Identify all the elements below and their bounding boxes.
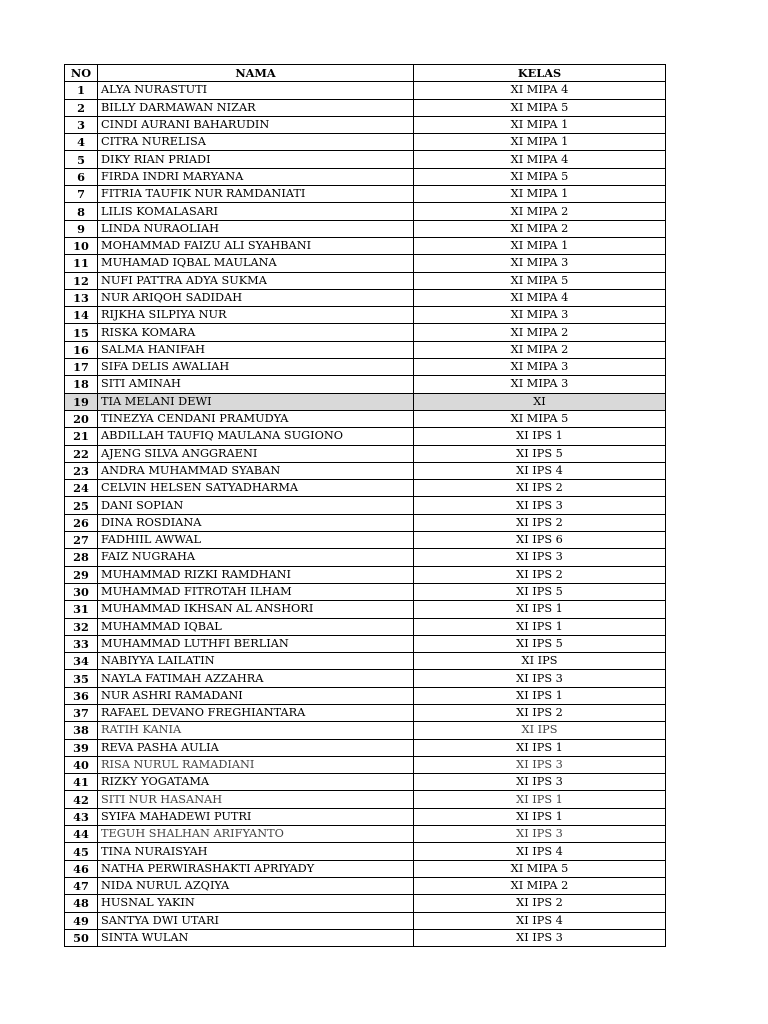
table-row <box>65 635 666 652</box>
row-nama-cell: NABIYYA LAILATIN <box>98 653 414 670</box>
row-nama-cell: MUHAMMAD IKHSAN AL ANSHORI <box>98 601 414 618</box>
row-kelas-cell: XI IPS 4 <box>414 843 666 860</box>
row-nama-cell: ABDILLAH TAUFIQ MAULANA SUGIONO <box>98 428 414 445</box>
row-no-cell: 30 <box>65 583 98 600</box>
row-nama-cell: RISA NURUL RAMADIANI <box>98 756 414 773</box>
row-nama-cell: RIZKY YOGATAMA <box>98 774 414 791</box>
row-no-cell: 50 <box>65 929 98 946</box>
table-row <box>65 255 666 272</box>
row-nama-cell: CINDI AURANI BAHARUDIN <box>98 116 414 133</box>
row-no-cell: 26 <box>65 514 98 531</box>
row-nama-cell: REVA PASHA AULIA <box>98 739 414 756</box>
table-row <box>65 462 666 479</box>
table-row <box>65 843 666 860</box>
table-row <box>65 583 666 600</box>
row-kelas-cell: XI MIPA 4 <box>414 289 666 306</box>
row-nama-cell: TEGUH SHALHAN ARIFYANTO <box>98 826 414 843</box>
table-row <box>65 220 666 237</box>
table-row <box>65 237 666 254</box>
row-kelas-cell: XI IPS 5 <box>414 445 666 462</box>
table-row <box>65 410 666 427</box>
table-row <box>65 341 666 358</box>
row-nama-cell: MUHAMMAD IQBAL <box>98 618 414 635</box>
row-no-cell: 7 <box>65 186 98 203</box>
row-nama-cell: LILIS KOMALASARI <box>98 203 414 220</box>
student-class-table <box>64 64 666 947</box>
row-nama-cell: DANI SOPIAN <box>98 497 414 514</box>
row-kelas-cell: XI IPS 2 <box>414 514 666 531</box>
row-nama-cell: SYIFA MAHADEWI PUTRI <box>98 808 414 825</box>
row-no-cell: 24 <box>65 480 98 497</box>
row-nama-cell: CELVIN HELSEN SATYADHARMA <box>98 480 414 497</box>
row-kelas-cell: XI <box>414 393 666 410</box>
row-no-cell: 23 <box>65 462 98 479</box>
row-kelas-cell: XI IPS 3 <box>414 774 666 791</box>
row-no-cell: 18 <box>65 376 98 393</box>
row-no-cell: 49 <box>65 912 98 929</box>
row-nama-cell: TIA MELANI DEWI <box>98 393 414 410</box>
row-no-cell: 14 <box>65 307 98 324</box>
row-no-cell: 37 <box>65 704 98 721</box>
row-no-cell: 35 <box>65 670 98 687</box>
row-kelas-cell: XI MIPA 4 <box>414 151 666 168</box>
row-kelas-cell: XI MIPA 3 <box>414 359 666 376</box>
row-no-cell: 28 <box>65 549 98 566</box>
row-kelas-cell: XI IPS 4 <box>414 462 666 479</box>
row-no-cell: 2 <box>65 99 98 116</box>
row-no-cell: 1 <box>65 82 98 99</box>
row-no-cell: 4 <box>65 134 98 151</box>
table-row <box>65 203 666 220</box>
row-nama-cell: RATIH KANIA <box>98 722 414 739</box>
row-no-cell: 9 <box>65 220 98 237</box>
row-no-cell: 8 <box>65 203 98 220</box>
row-kelas-cell: XI IPS <box>414 653 666 670</box>
table-row <box>65 722 666 739</box>
table-row <box>65 929 666 946</box>
row-nama-cell: NUFI PATTRA ADYA SUKMA <box>98 272 414 289</box>
table-row <box>65 601 666 618</box>
table-row <box>65 393 666 410</box>
row-no-cell: 32 <box>65 618 98 635</box>
row-nama-cell: RAFAEL DEVANO FREGHIANTARA <box>98 704 414 721</box>
row-kelas-cell: XI MIPA 2 <box>414 877 666 894</box>
row-no-cell: 20 <box>65 410 98 427</box>
row-no-cell: 43 <box>65 808 98 825</box>
row-nama-cell: HUSNAL YAKIN <box>98 895 414 912</box>
table-row <box>65 877 666 894</box>
row-kelas-cell: XI IPS 3 <box>414 756 666 773</box>
table-row <box>65 359 666 376</box>
row-kelas-cell: XI MIPA 5 <box>414 860 666 877</box>
table-row <box>65 116 666 133</box>
table-row <box>65 739 666 756</box>
table-row <box>65 134 666 151</box>
row-kelas-cell: XI IPS 3 <box>414 670 666 687</box>
row-nama-cell: NUR ARIQOH SADIDAH <box>98 289 414 306</box>
row-kelas-cell: XI IPS 2 <box>414 480 666 497</box>
table-row <box>65 324 666 341</box>
table-row <box>65 307 666 324</box>
row-kelas-cell: XI MIPA 1 <box>414 186 666 203</box>
table-row <box>65 826 666 843</box>
row-no-cell: 15 <box>65 324 98 341</box>
row-nama-cell: MUHAMAD IQBAL MAULANA <box>98 255 414 272</box>
row-no-cell: 47 <box>65 877 98 894</box>
row-no-cell: 12 <box>65 272 98 289</box>
row-no-cell: 45 <box>65 843 98 860</box>
row-nama-cell: NATHA PERWIRASHAKTI APRIYADY <box>98 860 414 877</box>
table-row <box>65 549 666 566</box>
row-nama-cell: RIJKHA SILPIYA NUR <box>98 307 414 324</box>
table-row <box>65 704 666 721</box>
table-row <box>65 99 666 116</box>
table-row <box>65 618 666 635</box>
row-nama-cell: FAIZ NUGRAHA <box>98 549 414 566</box>
table-row <box>65 445 666 462</box>
header-row <box>65 65 666 82</box>
table-row <box>65 895 666 912</box>
row-no-cell: 42 <box>65 791 98 808</box>
row-kelas-cell: XI IPS 1 <box>414 601 666 618</box>
row-nama-cell: DINA ROSDIANA <box>98 514 414 531</box>
row-kelas-cell: XI IPS 1 <box>414 791 666 808</box>
row-nama-cell: TINA NURAISYAH <box>98 843 414 860</box>
table-row <box>65 532 666 549</box>
row-nama-cell: MOHAMMAD FAIZU ALI SYAHBANI <box>98 237 414 254</box>
header-no: NO <box>65 65 98 82</box>
row-no-cell: 13 <box>65 289 98 306</box>
row-no-cell: 34 <box>65 653 98 670</box>
row-no-cell: 17 <box>65 359 98 376</box>
row-no-cell: 16 <box>65 341 98 358</box>
table-row <box>65 566 666 583</box>
row-nama-cell: SANTYA DWI UTARI <box>98 912 414 929</box>
row-kelas-cell: XI MIPA 1 <box>414 237 666 254</box>
row-kelas-cell: XI IPS 1 <box>414 428 666 445</box>
row-nama-cell: LINDA NURAOLIAH <box>98 220 414 237</box>
table-row <box>65 791 666 808</box>
row-no-cell: 29 <box>65 566 98 583</box>
row-nama-cell: FIRDA INDRI MARYANA <box>98 168 414 185</box>
row-nama-cell: ALYA NURASTUTI <box>98 82 414 99</box>
row-kelas-cell: XI MIPA 5 <box>414 272 666 289</box>
row-kelas-cell: XI MIPA 2 <box>414 324 666 341</box>
table-row <box>65 168 666 185</box>
row-no-cell: 38 <box>65 722 98 739</box>
row-kelas-cell: XI MIPA 2 <box>414 220 666 237</box>
row-kelas-cell: XI MIPA 1 <box>414 134 666 151</box>
row-kelas-cell: XI IPS 3 <box>414 497 666 514</box>
row-nama-cell: CITRA NURELISA <box>98 134 414 151</box>
row-kelas-cell: XI MIPA 1 <box>414 116 666 133</box>
table-row <box>65 653 666 670</box>
table-row <box>65 670 666 687</box>
row-kelas-cell: XI IPS 3 <box>414 826 666 843</box>
row-nama-cell: MUHAMMAD RIZKI RAMDHANI <box>98 566 414 583</box>
table-row <box>65 774 666 791</box>
row-nama-cell: DIKY RIAN PRIADI <box>98 151 414 168</box>
table-row <box>65 860 666 877</box>
row-no-cell: 5 <box>65 151 98 168</box>
row-no-cell: 40 <box>65 756 98 773</box>
table-row <box>65 480 666 497</box>
row-kelas-cell: XI IPS 2 <box>414 895 666 912</box>
row-kelas-cell: XI IPS 5 <box>414 635 666 652</box>
row-no-cell: 11 <box>65 255 98 272</box>
row-nama-cell: AJENG SILVA ANGGRAENI <box>98 445 414 462</box>
header-nama: NAMA <box>98 65 414 82</box>
table-row <box>65 912 666 929</box>
row-kelas-cell: XI MIPA 5 <box>414 168 666 185</box>
row-kelas-cell: XI IPS 4 <box>414 912 666 929</box>
table-row <box>65 497 666 514</box>
row-nama-cell: MUHAMMAD LUTHFI BERLIAN <box>98 635 414 652</box>
row-nama-cell: NUR ASHRI RAMADANI <box>98 687 414 704</box>
row-nama-cell: SITI AMINAH <box>98 376 414 393</box>
row-no-cell: 22 <box>65 445 98 462</box>
row-kelas-cell: XI MIPA 2 <box>414 203 666 220</box>
row-kelas-cell: XI IPS 2 <box>414 566 666 583</box>
row-nama-cell: SITI NUR HASANAH <box>98 791 414 808</box>
row-no-cell: 33 <box>65 635 98 652</box>
row-no-cell: 36 <box>65 687 98 704</box>
row-kelas-cell: XI IPS 6 <box>414 532 666 549</box>
table-row <box>65 376 666 393</box>
row-no-cell: 46 <box>65 860 98 877</box>
row-kelas-cell: XI MIPA 3 <box>414 376 666 393</box>
row-kelas-cell: XI IPS 2 <box>414 704 666 721</box>
row-no-cell: 31 <box>65 601 98 618</box>
table-row <box>65 514 666 531</box>
row-nama-cell: TINEZYA CENDANI PRAMUDYA <box>98 410 414 427</box>
table-row <box>65 756 666 773</box>
row-kelas-cell: XI IPS 5 <box>414 583 666 600</box>
row-nama-cell: SIFA DELIS AWALIAH <box>98 359 414 376</box>
row-no-cell: 3 <box>65 116 98 133</box>
row-no-cell: 21 <box>65 428 98 445</box>
table-row <box>65 82 666 99</box>
row-kelas-cell: XI MIPA 2 <box>414 341 666 358</box>
row-no-cell: 39 <box>65 739 98 756</box>
row-nama-cell: RISKA KOMARA <box>98 324 414 341</box>
row-nama-cell: NAYLA FATIMAH AZZAHRA <box>98 670 414 687</box>
row-nama-cell: BILLY DARMAWAN NIZAR <box>98 99 414 116</box>
row-nama-cell: ANDRA MUHAMMAD SYABAN <box>98 462 414 479</box>
row-kelas-cell: XI MIPA 3 <box>414 255 666 272</box>
row-no-cell: 41 <box>65 774 98 791</box>
row-kelas-cell: XI IPS 3 <box>414 929 666 946</box>
row-nama-cell: FITRIA TAUFIK NUR RAMDANIATI <box>98 186 414 203</box>
table-row <box>65 687 666 704</box>
table-row <box>65 272 666 289</box>
row-no-cell: 48 <box>65 895 98 912</box>
row-kelas-cell: XI IPS <box>414 722 666 739</box>
row-nama-cell: NIDA NURUL AZQIYA <box>98 877 414 894</box>
row-kelas-cell: XI MIPA 5 <box>414 410 666 427</box>
row-no-cell: 44 <box>65 826 98 843</box>
row-kelas-cell: XI IPS 1 <box>414 687 666 704</box>
row-no-cell: 27 <box>65 532 98 549</box>
table-row <box>65 151 666 168</box>
header-kelas: KELAS <box>414 65 666 82</box>
row-nama-cell: FADHIIL AWWAL <box>98 532 414 549</box>
row-kelas-cell: XI MIPA 3 <box>414 307 666 324</box>
row-kelas-cell: XI IPS 1 <box>414 618 666 635</box>
row-kelas-cell: XI IPS 1 <box>414 739 666 756</box>
row-nama-cell: SINTA WULAN <box>98 929 414 946</box>
row-no-cell: 10 <box>65 237 98 254</box>
row-kelas-cell: XI MIPA 4 <box>414 82 666 99</box>
row-kelas-cell: XI IPS 1 <box>414 808 666 825</box>
row-nama-cell: SALMA HANIFAH <box>98 341 414 358</box>
row-no-cell: 6 <box>65 168 98 185</box>
table-row <box>65 428 666 445</box>
table-row <box>65 808 666 825</box>
row-kelas-cell: XI MIPA 5 <box>414 99 666 116</box>
table-row <box>65 186 666 203</box>
row-no-cell: 19 <box>65 393 98 410</box>
row-nama-cell: MUHAMMAD FITROTAH ILHAM <box>98 583 414 600</box>
row-no-cell: 25 <box>65 497 98 514</box>
table-row <box>65 289 666 306</box>
row-kelas-cell: XI IPS 3 <box>414 549 666 566</box>
